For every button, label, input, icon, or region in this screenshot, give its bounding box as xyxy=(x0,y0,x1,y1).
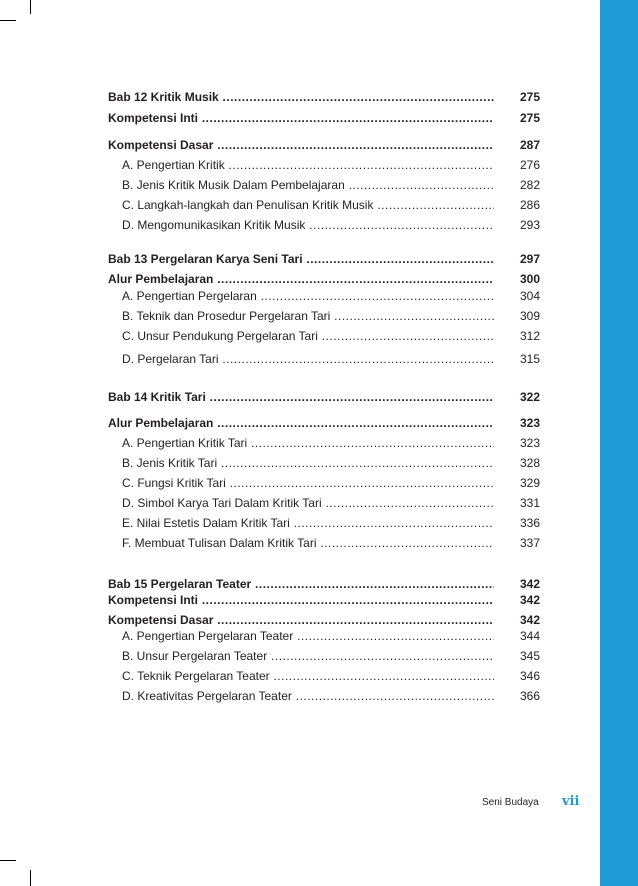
toc-entry xyxy=(108,110,540,126)
toc-entry xyxy=(108,288,540,304)
toc-entry-page: 275 xyxy=(519,111,540,125)
toc-entry-title: C. Fungsi Kritik Tari ..... xyxy=(122,475,494,491)
toc-entry-title: B. Jenis Kritik Musik Dalam Pembelajaran ..... xyxy=(122,177,494,193)
toc-entry xyxy=(108,415,540,431)
toc-entry-page: 342 xyxy=(519,577,540,591)
toc-entry xyxy=(108,197,540,213)
crop-mark xyxy=(30,0,31,14)
toc-entry xyxy=(108,455,540,471)
toc-entry-title: A. Pengertian Kritik Tari ..... xyxy=(122,435,494,451)
crop-mark xyxy=(30,870,31,886)
toc-entry-page: 323 xyxy=(519,436,540,450)
toc-entry-page: 344 xyxy=(519,629,540,643)
toc-entry xyxy=(108,648,540,664)
toc-entry-page: 297 xyxy=(519,252,540,266)
toc-entry xyxy=(108,89,540,105)
toc-entry-title: D. Mengomunikasikan Kritik Musik ..... xyxy=(122,217,494,233)
toc-entry-title: C. Unsur Pendukung Pergelaran Tari ..... xyxy=(122,328,494,344)
footer-page-number: vii xyxy=(562,794,580,809)
toc-entry-title: D. Kreativitas Pergelaran Teater ..... xyxy=(122,688,494,704)
toc-entry-page: 342 xyxy=(519,613,540,627)
toc-entry-title: A. Pengertian Kritik ..... xyxy=(122,157,494,173)
toc-entry-page: 300 xyxy=(519,272,540,286)
toc-entry-title: Alur Pembelajaran ..... xyxy=(108,271,494,287)
toc-entry-page: 322 xyxy=(519,390,540,404)
toc-entry-title: Kompetensi Dasar ..... xyxy=(108,612,494,628)
toc-entry xyxy=(108,328,540,344)
toc-entry-page: 315 xyxy=(519,352,540,366)
toc-entry-page: 309 xyxy=(519,309,540,323)
toc-entry-title: C. Langkah-langkah dan Penulisan Kritik Musik ..... xyxy=(122,197,494,213)
toc-entry-title: B. Teknik dan Prosedur Pergelaran Tari ..... xyxy=(122,308,494,324)
toc-entry xyxy=(108,612,540,628)
toc-entry xyxy=(108,217,540,233)
toc-entry-page: 331 xyxy=(519,496,540,510)
toc-entry-title: A. Pengertian Pergelaran ..... xyxy=(122,288,494,304)
toc-entry-page: 346 xyxy=(519,669,540,683)
toc-entry-title: Kompetensi Inti ..... xyxy=(108,110,494,126)
toc-entry xyxy=(108,515,540,531)
toc-entry-page: 282 xyxy=(519,178,540,192)
toc-entry-page: 304 xyxy=(519,289,540,303)
toc-entry-title: B. Jenis Kritik Tari ..... xyxy=(122,455,494,471)
toc-entry-title: D. Pergelaran Tari ..... xyxy=(122,351,494,367)
toc-entry xyxy=(108,628,540,644)
toc-entry xyxy=(108,351,540,367)
toc-entry-title: Kompetensi Inti ..... xyxy=(108,592,494,608)
toc-entry-title: A. Pengertian Pergelaran Teater ..... xyxy=(122,628,494,644)
toc-entry-page: 312 xyxy=(519,329,540,343)
toc-entry xyxy=(108,475,540,491)
toc-entry-page: 345 xyxy=(519,649,540,663)
side-color-bar xyxy=(600,0,638,886)
toc-entry xyxy=(108,157,540,173)
toc-entry-title: Bab 14 Kritik Tari ..... xyxy=(108,389,494,405)
toc-entry-title: Bab 15 Pergelaran Teater ..... xyxy=(108,576,494,592)
toc-entry-title: D. Simbol Karya Tari Dalam Kritik Tari ..... xyxy=(122,495,494,511)
toc-entry xyxy=(108,435,540,451)
toc-entry xyxy=(108,688,540,704)
toc-entry xyxy=(108,251,540,267)
toc-entry-title: F. Membuat Tulisan Dalam Kritik Tari ..... xyxy=(122,535,494,551)
toc-entry-page: 342 xyxy=(519,593,540,607)
toc-entry-page: 336 xyxy=(519,516,540,530)
toc-entry-page: 275 xyxy=(519,90,540,104)
toc-entry xyxy=(108,308,540,324)
toc-entry-title: E. Nilai Estetis Dalam Kritik Tari ..... xyxy=(122,515,494,531)
toc-entry-page: 329 xyxy=(519,476,540,490)
toc-entry xyxy=(108,668,540,684)
crop-mark xyxy=(0,860,16,861)
crop-mark xyxy=(0,20,16,21)
toc-entry-page: 366 xyxy=(519,689,540,703)
toc-entry xyxy=(108,177,540,193)
toc-entry xyxy=(108,535,540,551)
toc-entry-page: 286 xyxy=(519,198,540,212)
toc-entry-page: 328 xyxy=(519,456,540,470)
toc-entry-page: 276 xyxy=(519,158,540,172)
toc-entry xyxy=(108,137,540,153)
toc-entry-title: B. Unsur Pergelaran Teater ..... xyxy=(122,648,494,664)
toc-entry-title: C. Teknik Pergelaran Teater ..... xyxy=(122,668,494,684)
toc-entry xyxy=(108,576,540,592)
toc-entry-page: 287 xyxy=(519,138,540,152)
toc-entry-page: 337 xyxy=(519,536,540,550)
toc-entry xyxy=(108,495,540,511)
toc-entry-title: Kompetensi Dasar ..... xyxy=(108,137,494,153)
toc-entry xyxy=(108,271,540,287)
toc-entry-title: Bab 12 Kritik Musik ..... xyxy=(108,89,494,105)
toc-entry-title: Bab 13 Pergelaran Karya Seni Tari ..... xyxy=(108,251,494,267)
toc-entry xyxy=(108,389,540,405)
toc-entry-page: 323 xyxy=(519,416,540,430)
toc-entry xyxy=(108,592,540,608)
toc-entry-title: Alur Pembelajaran ..... xyxy=(108,415,494,431)
footer-book-title: Seni Budaya xyxy=(482,797,539,808)
toc-entry-page: 293 xyxy=(519,218,540,232)
